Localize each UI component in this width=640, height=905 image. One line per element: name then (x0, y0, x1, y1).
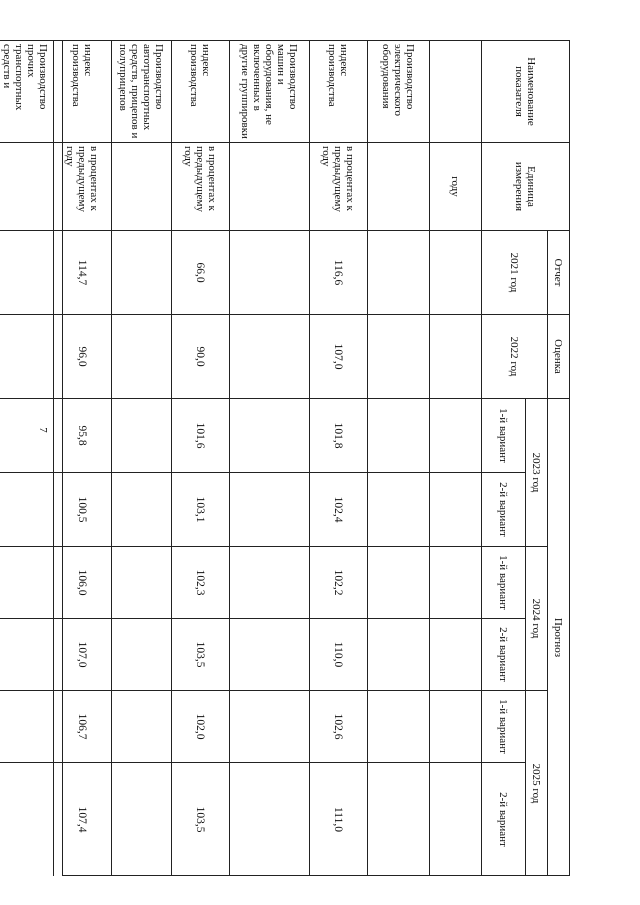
row-value (368, 398, 430, 472)
row-value (112, 314, 172, 398)
row-value (230, 546, 310, 618)
row-value: 100,5 (54, 472, 112, 546)
row-value: 107,0 (54, 618, 112, 690)
header-2024: 2024 год (526, 546, 548, 690)
header-2025-v2: 2-й вариант (482, 762, 526, 876)
row-value: 95,8 (54, 398, 112, 472)
row-value (112, 546, 172, 618)
row-value (368, 762, 430, 876)
row-value: 96,0 (54, 314, 112, 398)
row-value: 116,6 (310, 230, 368, 314)
row-value (230, 618, 310, 690)
row-value: 111,0 (310, 762, 368, 876)
row-value: 102,6 (310, 690, 368, 762)
row0-cell (430, 472, 482, 546)
row-name: индекс производства (310, 40, 368, 142)
row-name: индекс производства (54, 40, 112, 142)
row-value (368, 546, 430, 618)
row-unit: в процентах к предыдущему году (54, 142, 112, 230)
row-value (368, 690, 430, 762)
page-number: 7 (36, 427, 49, 433)
row-value (112, 398, 172, 472)
row-value (230, 762, 310, 876)
row-name: Производство электрического оборудования (368, 40, 430, 142)
row-value: 103,5 (172, 618, 230, 690)
row0-cell (430, 762, 482, 876)
rotated-table (1, 40, 570, 876)
row-value (230, 398, 310, 472)
row0-cell (430, 398, 482, 472)
row-value: 107,0 (310, 314, 368, 398)
row-value (368, 618, 430, 690)
row-value (0, 762, 54, 876)
header-2023-v2: 2-й вариант (482, 472, 526, 546)
header-2025: 2025 год (526, 690, 548, 876)
row-value (0, 690, 54, 762)
row-unit (368, 142, 430, 230)
header-unit: Единица измерения (482, 142, 570, 230)
header-2024-v1: 1-й вариант (482, 546, 526, 618)
row-value (368, 472, 430, 546)
row-value (0, 314, 54, 398)
row-value: 102,4 (310, 472, 368, 546)
data-table (1, 40, 570, 876)
row-value (230, 690, 310, 762)
row-value: 106,0 (54, 546, 112, 618)
row-value: 101,6 (172, 398, 230, 472)
row-value (0, 546, 54, 618)
row-value: 110,0 (310, 618, 368, 690)
header-2021: 2021 год (482, 230, 548, 314)
row-unit (112, 142, 172, 230)
row0-cell (430, 314, 482, 398)
header-2024-v2: 2-й вариант (482, 618, 526, 690)
row-unit: в процентах к предыдущему году (172, 142, 230, 230)
header-2023: 2023 год (526, 398, 548, 546)
header-report: Отчет (548, 230, 570, 314)
row-value: 102,2 (310, 546, 368, 618)
row-name: Производство автотранспортных средств, прицепов и полуприцепов (112, 40, 172, 142)
row-value (230, 314, 310, 398)
row-value: 107,4 (54, 762, 112, 876)
row0-cell (430, 618, 482, 690)
row-value: 66,0 (172, 230, 230, 314)
row-value: 101,8 (310, 398, 368, 472)
row-value (368, 314, 430, 398)
row-unit: в процентах к предыдущему году (310, 142, 368, 230)
row-value (368, 230, 430, 314)
row-value (112, 230, 172, 314)
header-forecast: Прогноз (548, 398, 570, 876)
row-value: 90,0 (172, 314, 230, 398)
row-value (0, 398, 54, 472)
header-2023-v1: 1-й вариант (482, 398, 526, 472)
header-name: Наименование показателя (482, 40, 570, 142)
header-2022: 2022 год (482, 314, 548, 398)
row-value (112, 618, 172, 690)
row-value: 102,0 (172, 690, 230, 762)
row-value: 114,7 (54, 230, 112, 314)
row-value (112, 690, 172, 762)
row0-unit: году (430, 142, 482, 230)
row-value: 102,3 (172, 546, 230, 618)
row-value (0, 618, 54, 690)
row-value: 103,5 (172, 762, 230, 876)
row-unit (0, 142, 54, 230)
row-name: Производство прочих транспортных средств и (0, 40, 54, 142)
row-value (112, 472, 172, 546)
row0-cell (430, 546, 482, 618)
row-value: 103,1 (172, 472, 230, 546)
row-value (0, 230, 54, 314)
row-value (0, 472, 54, 546)
row0-cell (430, 690, 482, 762)
header-estimate: Оценка (548, 314, 570, 398)
row0-cell (430, 230, 482, 314)
row-value (112, 762, 172, 876)
row-value (230, 230, 310, 314)
row-value (230, 472, 310, 546)
row-value: 106,7 (54, 690, 112, 762)
row-name: индекс производства (172, 40, 230, 142)
row-name: Производство машин и оборудования, не включенных в другие группировки (230, 40, 310, 142)
row0-name (430, 40, 482, 142)
row-unit (230, 142, 310, 230)
header-2025-v1: 1-й вариант (482, 690, 526, 762)
